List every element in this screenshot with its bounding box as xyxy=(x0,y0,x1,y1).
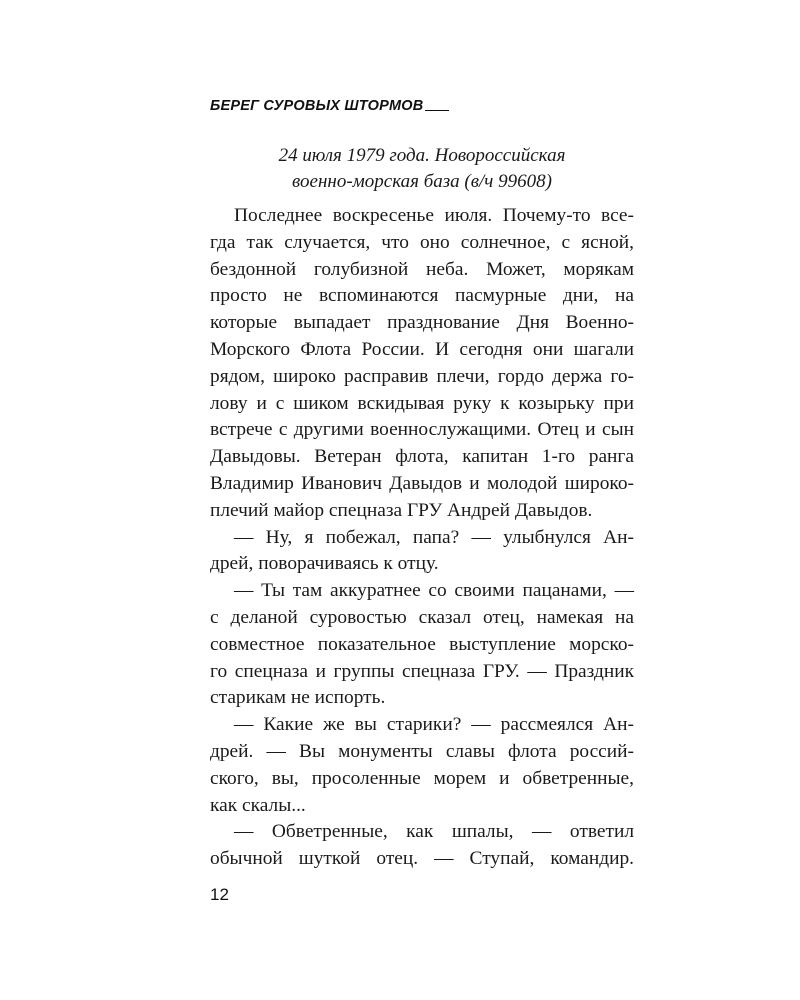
text-line: гда так случается, что оно солнечное, с ясной, xyxy=(210,231,634,253)
text-line: Последнее воскресенье июля. Почему-то все- xyxy=(234,205,634,226)
text-line: — Ну, я побежал, папа? — улыбнулся Ан- xyxy=(234,526,634,548)
text-line: ского, вы, просоленные морем и обветренные, xyxy=(210,767,634,789)
text-line: встрече с другими военнослужащими. Отец и сын xyxy=(210,419,634,441)
text-line: — Ты там аккуратнее со своими пацанами, — xyxy=(234,580,634,602)
text-line: рядом, широко расправив плечи, гордо держа го- xyxy=(210,365,634,387)
text-line: Морского Флота России. И сегодня они шагали xyxy=(210,338,634,360)
text-line: дрей, поворачиваясь к отцу. xyxy=(210,553,439,575)
text-line: как скалы... xyxy=(210,794,306,816)
text-line: совместное показательное выступление морско- xyxy=(210,633,634,655)
page-number: 12 xyxy=(210,885,229,904)
running-head-title: БЕРЕГ СУРОВЫХ ШТОРМОВ xyxy=(210,98,424,114)
text-line: лову и с шиком вскидывая руку к козырьку при xyxy=(210,392,634,414)
text-line: дрей. — Вы монументы славы флота россий- xyxy=(210,740,634,762)
text-line: — Обветренные, как шпалы, — ответил xyxy=(234,821,634,843)
chapter-heading xyxy=(210,143,634,195)
text-line: обычной шуткой отец. — Ступай, командир. xyxy=(210,848,634,870)
text-line: которые выпадает празднование Дня Военно- xyxy=(210,312,634,334)
text-line: просто не вспоминаются пасмурные дни, на xyxy=(210,285,634,307)
text-line: го спецназа и группы спецназа ГРУ. — Праздник xyxy=(210,660,634,682)
heading-line-1: 24 июля 1979 года. Новороссийская xyxy=(278,145,566,166)
text-line: Давыдовы. Ветеран флота, капитан 1-го ранга xyxy=(210,446,634,468)
text-line: бездонной голубизной неба. Может, морякам xyxy=(210,258,634,280)
text-line: с деланой суровостью сказал отец, намекая на xyxy=(210,606,634,628)
running-head-rule xyxy=(425,110,449,111)
heading-line-2: военно-морская база (в/ч 99608) xyxy=(292,171,552,192)
body-text xyxy=(210,203,634,873)
running-head xyxy=(210,98,449,114)
text-line: плечий майор спецназа ГРУ Андрей Давыдов. xyxy=(210,499,593,521)
text-line: — Какие же вы старики? — рассмеялся Ан- xyxy=(234,714,634,736)
text-line: Владимир Иванович Давыдов и молодой широко- xyxy=(210,472,634,494)
text-line: старикам не испорть. xyxy=(210,687,386,709)
